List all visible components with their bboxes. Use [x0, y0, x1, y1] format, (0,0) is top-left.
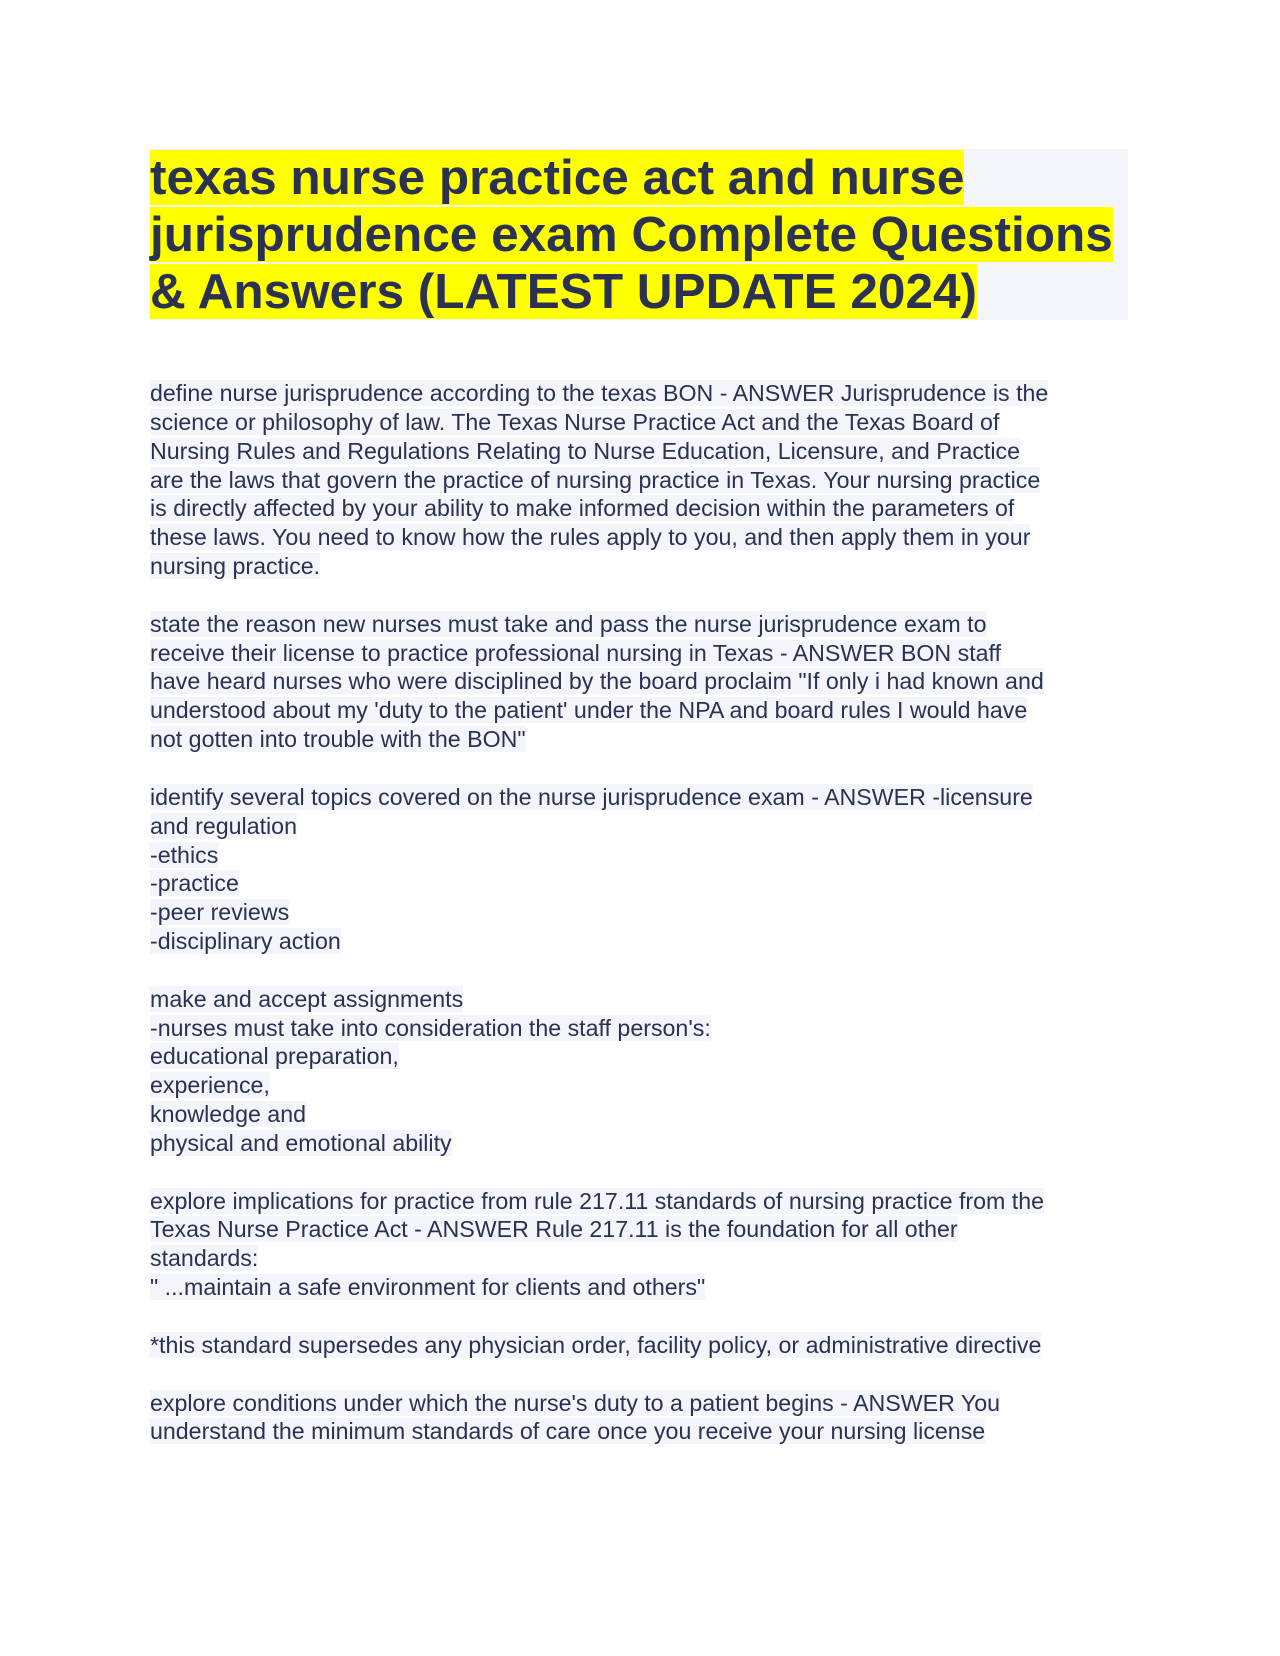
qa-line: -practice [150, 870, 239, 897]
qa-line: nursing practice. [150, 553, 321, 580]
qa-line: understood about my 'duty to the patient' under the NPA and board rules I would have [150, 697, 1028, 724]
qa-entry [150, 379, 1128, 581]
qa-line: " ...maintain a safe environment for clients and others" [150, 1274, 706, 1301]
qa-line: state the reason new nurses must take and pass the nurse jurisprudence exam to [150, 610, 987, 637]
title-block [150, 149, 1128, 320]
qa-line: standards: [150, 1245, 259, 1272]
qa-line: physical and emotional ability [150, 1129, 452, 1156]
qa-line: is directly affected by your ability to make informed decision within the parameters of [150, 495, 1015, 522]
qa-line: explore implications for practice from rule 217.11 standards of nursing practice from the [150, 1187, 1044, 1214]
qa-line: *this standard supersedes any physician order, facility policy, or administrative directive [150, 1331, 1042, 1358]
qa-line: educational preparation, [150, 1043, 399, 1070]
qa-line: identify several topics covered on the nurse jurisprudence exam - ANSWER -licensure [150, 783, 1033, 810]
qa-line: are the laws that govern the practice of nursing practice in Texas. Your nursing practice [150, 466, 1041, 493]
qa-entry [150, 610, 1128, 754]
qa-entry [150, 783, 1128, 956]
qa-line: define nurse jurisprudence according to the texas BON - ANSWER Jurisprudence is the [150, 380, 1049, 406]
title-line: & Answers (LATEST UPDATE 2024) [150, 264, 977, 319]
qa-line: receive their license to practice professional nursing in Texas - ANSWER BON staff [150, 639, 1002, 666]
qa-line: knowledge and [150, 1101, 306, 1128]
title-line: texas nurse practice act and nurse [150, 150, 965, 205]
title-line: jurisprudence exam Complete Questions [150, 207, 1113, 262]
qa-line: these laws. You need to know how the rules apply to you, and then apply them in your [150, 524, 1031, 551]
qa-line: experience, [150, 1072, 270, 1099]
document-title [150, 149, 1128, 320]
qa-line: and regulation [150, 812, 297, 839]
qa-line: -peer reviews [150, 899, 290, 926]
qa-line: understand the minimum standards of care once you receive your nursing license [150, 1418, 986, 1445]
qa-line: Nursing Rules and Regulations Relating to Nurse Education, Licensure, and Practice [150, 437, 1021, 464]
qa-entry [150, 1331, 1128, 1360]
qa-list [150, 379, 1128, 1446]
qa-line: science or philosophy of law. The Texas Nurse Practice Act and the Texas Board of [150, 408, 1000, 435]
qa-line: -disciplinary action [150, 928, 341, 955]
qa-line: -ethics [150, 841, 219, 868]
qa-line: not gotten into trouble with the BON" [150, 726, 526, 753]
qa-line: have heard nurses who were disciplined by the board proclaim "If only i had known and [150, 668, 1044, 695]
document-page [150, 149, 1128, 1475]
qa-entry [150, 1389, 1128, 1447]
qa-line: -nurses must take into consideration the staff person's: [150, 1014, 711, 1041]
qa-line: make and accept assignments [150, 985, 464, 1012]
qa-entry [150, 1187, 1128, 1302]
qa-line: explore conditions under which the nurse's duty to a patient begins - ANSWER You [150, 1389, 1000, 1416]
qa-line: Texas Nurse Practice Act - ANSWER Rule 217.11 is the foundation for all other [150, 1216, 958, 1243]
qa-entry [150, 985, 1128, 1158]
